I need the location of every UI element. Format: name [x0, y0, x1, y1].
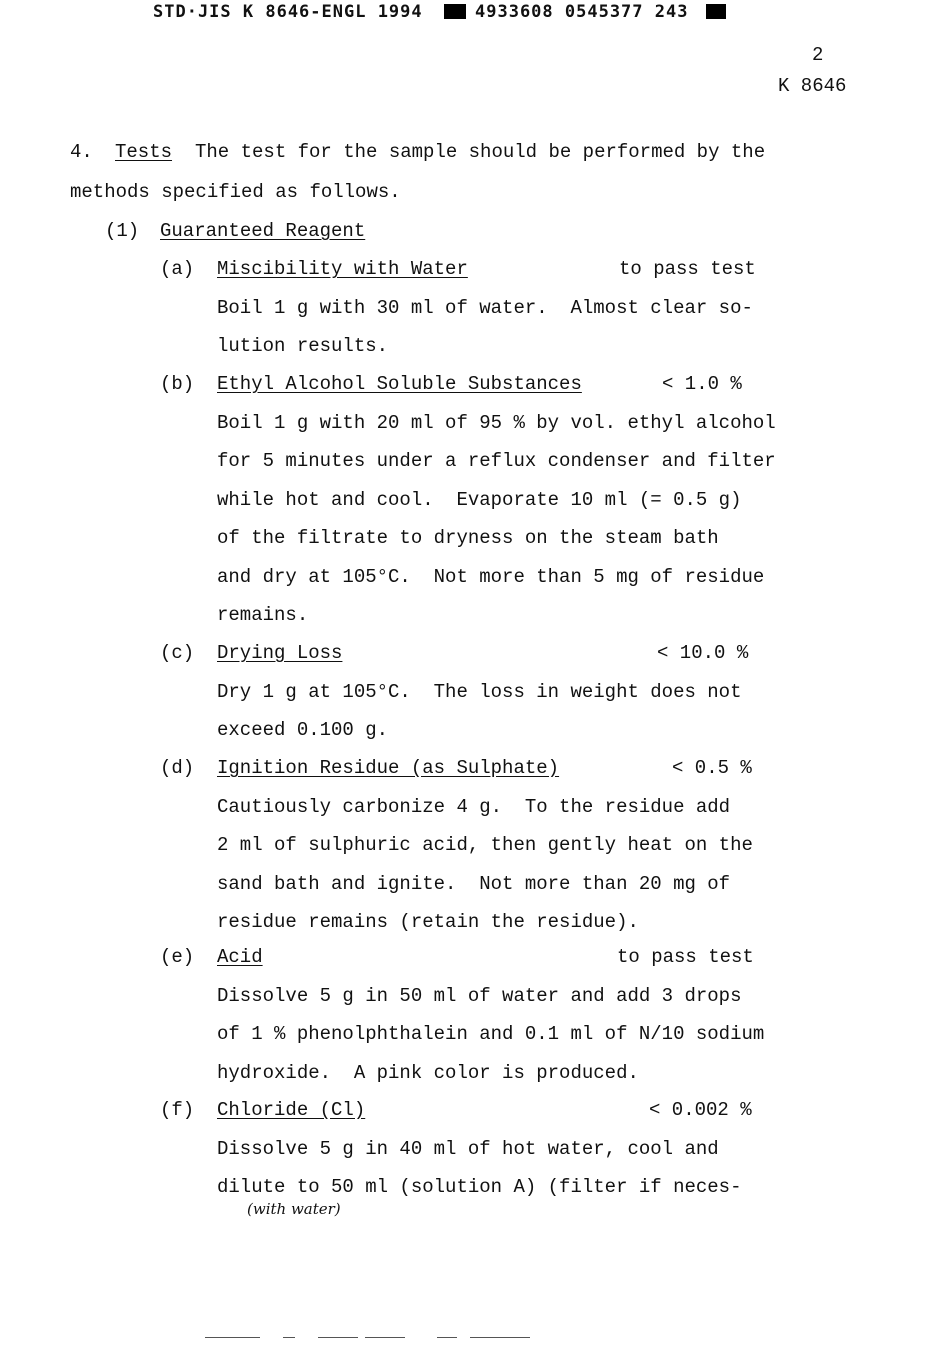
- barcode-block: [444, 4, 466, 19]
- item-title: Miscibility with Water: [217, 258, 468, 280]
- item-title: Acid: [217, 946, 263, 968]
- item-spec: < 1.0 %: [662, 373, 742, 395]
- item-title: Chloride (Cl): [217, 1099, 366, 1121]
- item-body-line: lution results.: [217, 335, 389, 357]
- item-spec: to pass test: [619, 258, 756, 280]
- scan-rule: [470, 1337, 530, 1338]
- barcode-block: [706, 4, 726, 19]
- section-intro: The test for the sample should be performed by the: [195, 141, 766, 163]
- scan-rule: [318, 1337, 358, 1338]
- item-body-line: Boil 1 g with 20 ml of 95 % by vol. ethyl alcohol: [217, 411, 776, 434]
- item-label: (f): [160, 1099, 195, 1121]
- standard-number: K 8646: [778, 75, 847, 97]
- item-label: (b): [160, 373, 195, 395]
- item-body-line: residue remains (retain the residue).: [217, 911, 639, 933]
- item-title: Ignition Residue (as Sulphate): [217, 757, 560, 779]
- item-body-line: for 5 minutes under a reflux condenser and filter: [217, 450, 776, 472]
- item-spec: < 0.002 %: [649, 1099, 752, 1121]
- item-body-line: hydroxide. A pink color is produced.: [217, 1061, 639, 1084]
- item-body-line: and dry at 105°C. Not more than 5 mg of residue: [217, 565, 765, 588]
- page-number: 2: [812, 44, 824, 66]
- item-body-line: remains.: [217, 604, 309, 626]
- item-body-line: Dissolve 5 g in 50 ml of water and add 3 drops: [217, 984, 742, 1007]
- item-body-line: dilute to 50 ml (solution A) (filter if neces-: [217, 1176, 742, 1198]
- scan-rule: [365, 1337, 405, 1338]
- subsection-title: Guaranteed Reagent: [160, 220, 366, 242]
- item-body-line: Dry 1 g at 105°C. The loss in weight does not: [217, 680, 742, 703]
- item-body-line: exceed 0.100 g.: [217, 719, 389, 741]
- item-label: (c): [160, 642, 195, 664]
- scan-rule: [205, 1337, 260, 1338]
- scan-rule: [437, 1337, 457, 1338]
- section-number: 4.: [70, 141, 93, 163]
- scan-header: STD·JIS K 8646-ENGL 1994: [153, 2, 423, 22]
- item-title: Drying Loss: [217, 642, 343, 664]
- scan-header-code: 4933608 0545377 243: [475, 2, 689, 22]
- scan-rule: [283, 1337, 295, 1338]
- item-body-line: 2 ml of sulphuric acid, then gently heat on the: [217, 834, 753, 856]
- item-spec: to pass test: [617, 946, 754, 968]
- item-label: (e): [160, 946, 195, 968]
- section-title: Tests: [115, 141, 173, 163]
- item-body-line: of the filtrate to dryness on the steam bath: [217, 527, 719, 549]
- handwritten-note: (with water): [247, 1200, 341, 1218]
- subsection-label: (1): [105, 220, 140, 242]
- item-body-line: Dissolve 5 g in 40 ml of hot water, cool and: [217, 1137, 719, 1160]
- item-spec: < 0.5 %: [672, 757, 752, 779]
- item-title: Ethyl Alcohol Soluble Substances: [217, 373, 582, 395]
- section-intro: methods specified as follows.: [70, 181, 401, 203]
- item-spec: < 10.0 %: [657, 642, 749, 664]
- item-body-line: while hot and cool. Evaporate 10 ml (= 0.5 g): [217, 488, 742, 511]
- item-label: (a): [160, 258, 195, 280]
- item-body-line: of 1 % phenolphthalein and 0.1 ml of N/10 sodium: [217, 1023, 765, 1045]
- item-body-line: Boil 1 g with 30 ml of water. Almost clear so-: [217, 296, 753, 319]
- item-label: (d): [160, 757, 195, 779]
- item-body-line: Cautiously carbonize 4 g. To the residue add: [217, 795, 731, 818]
- item-body-line: sand bath and ignite. Not more than 20 mg of: [217, 872, 731, 895]
